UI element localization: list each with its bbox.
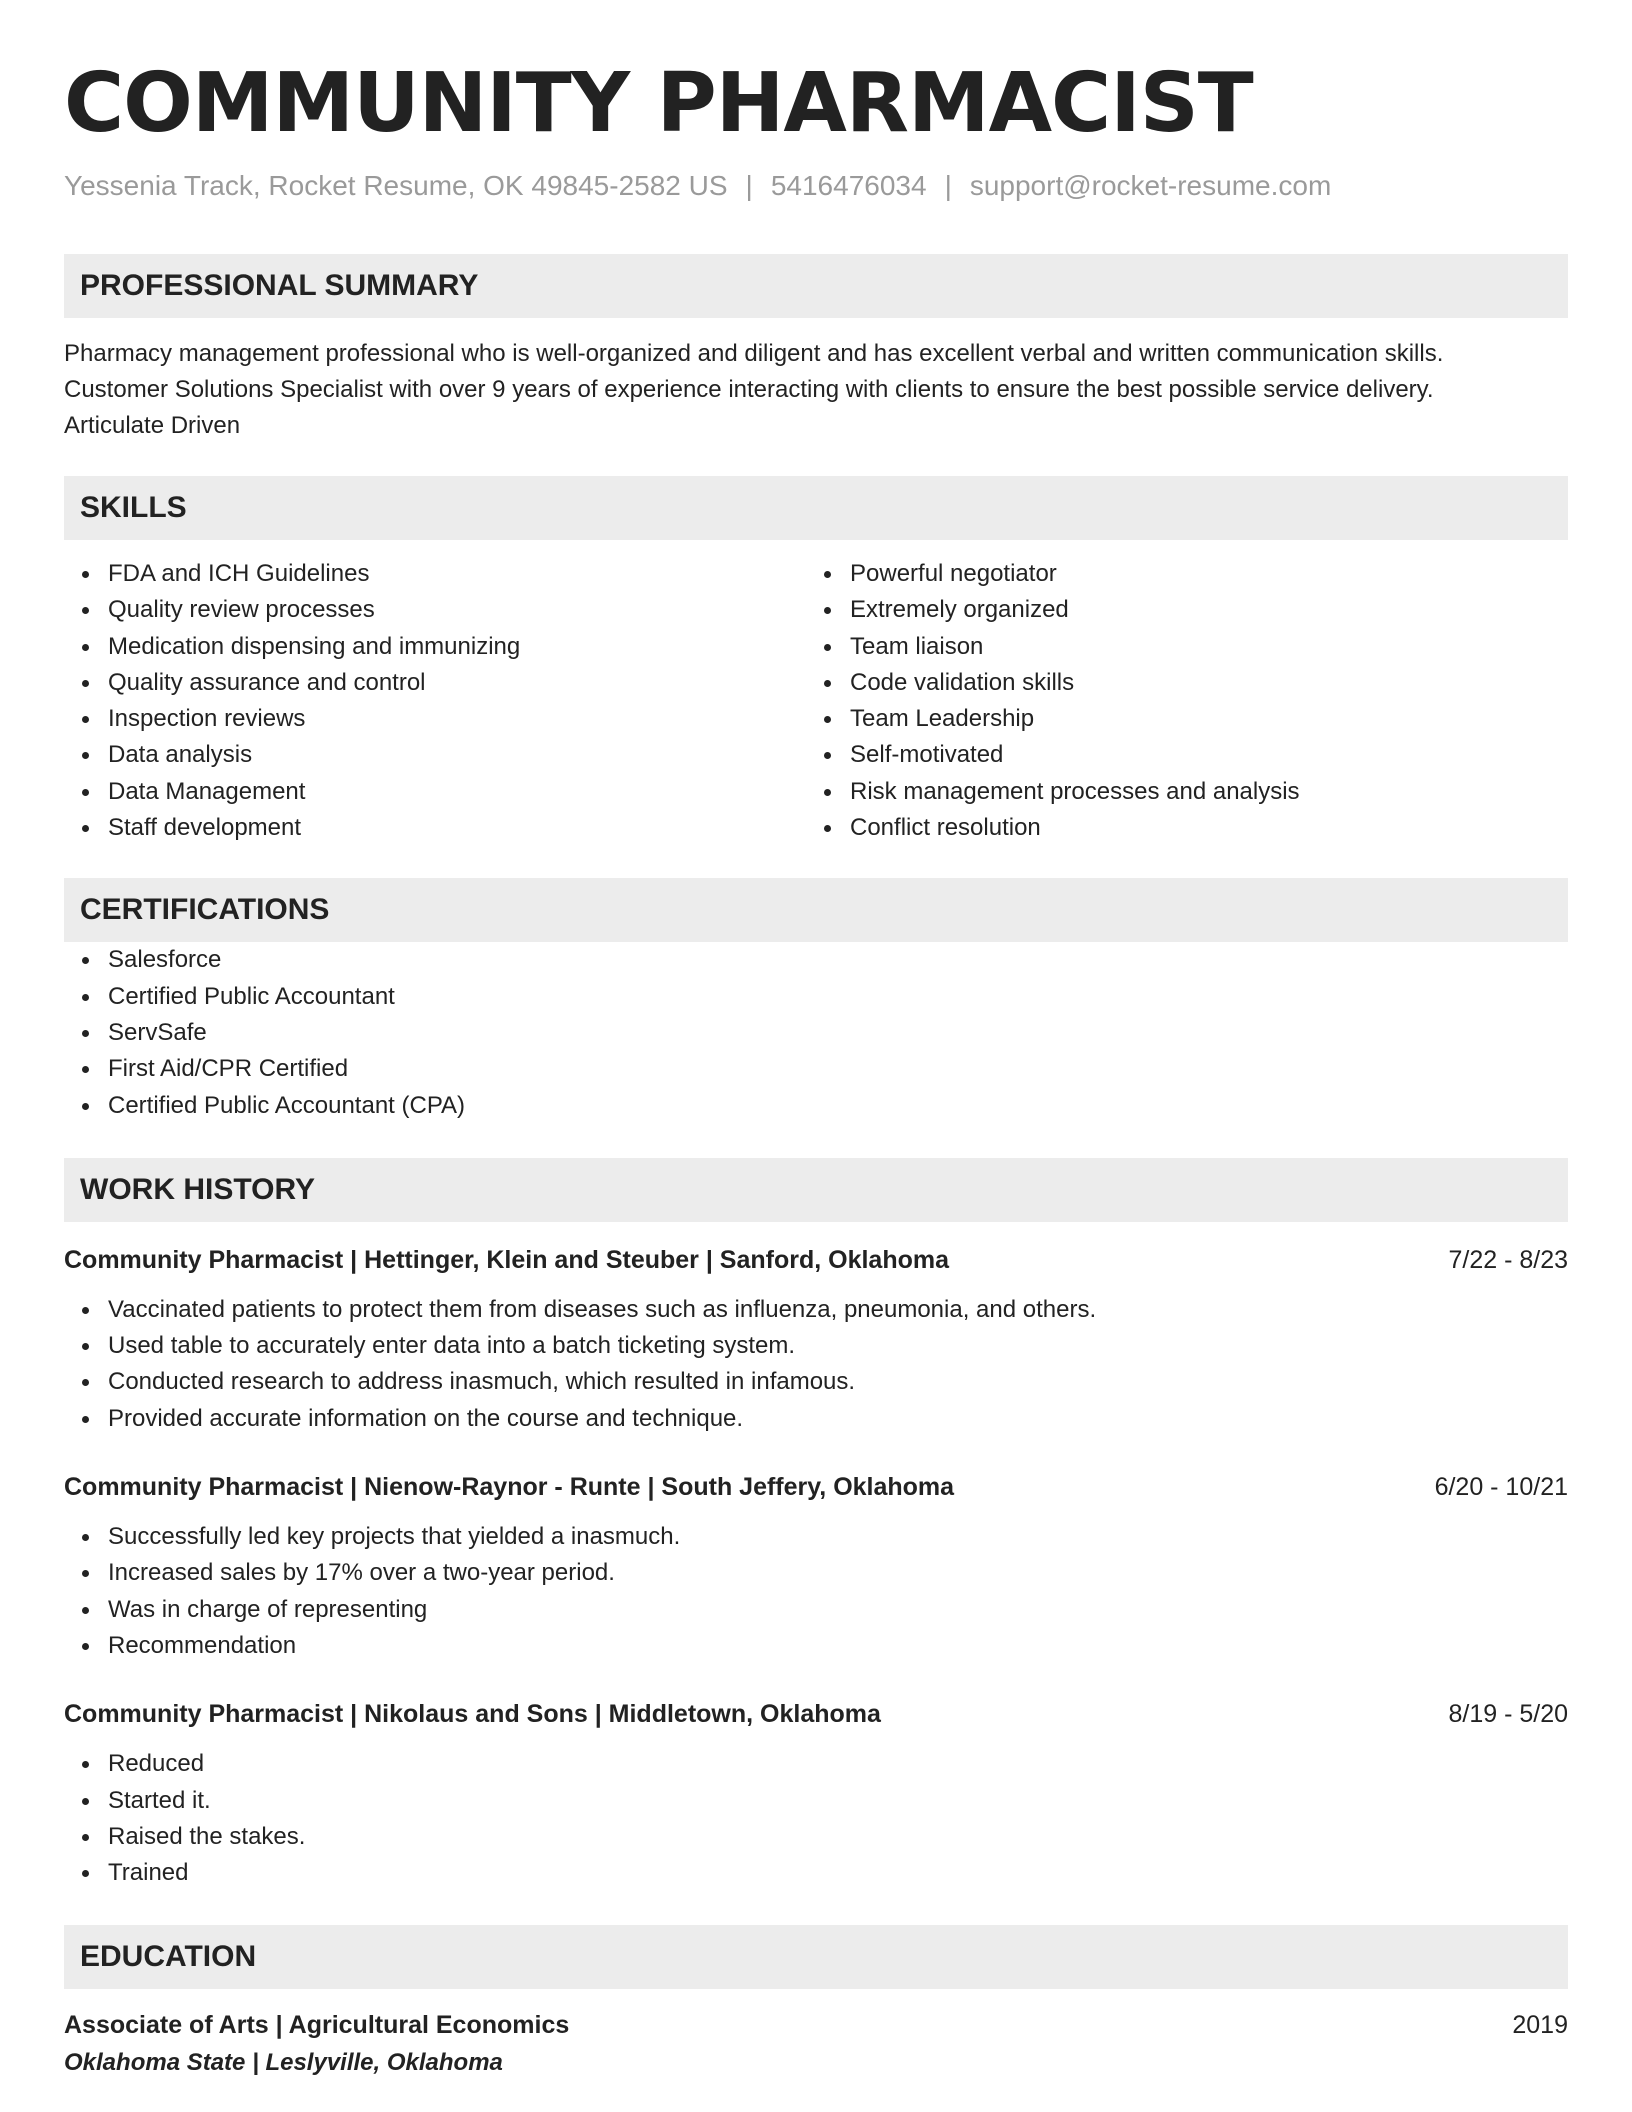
section-header-work-history: WORK HISTORY bbox=[64, 1158, 1568, 1222]
skill-item: Data analysis bbox=[64, 737, 806, 773]
job-bullet: Trained bbox=[64, 1855, 1568, 1891]
section-header-certifications: CERTIFICATIONS bbox=[64, 878, 1568, 942]
skills-list-right bbox=[806, 556, 1548, 846]
job-bullet: Recommendation bbox=[64, 1628, 1568, 1664]
job-bullets bbox=[64, 1292, 1568, 1437]
skills-list-left bbox=[64, 556, 806, 846]
job-title: Community Pharmacist | Hettinger, Klein and Steuber | Sanford, Oklahoma bbox=[64, 1245, 949, 1274]
skill-item: Code validation skills bbox=[806, 665, 1548, 701]
skill-item: Staff development bbox=[64, 810, 806, 846]
certification-item: Certified Public Accountant bbox=[64, 979, 1568, 1015]
job-bullet: Increased sales by 17% over a two-year period. bbox=[64, 1555, 1568, 1591]
education-school: Oklahoma State | Leslyville, Oklahoma bbox=[64, 2049, 503, 2077]
education-degree: Associate of Arts | Agricultural Economics bbox=[64, 2011, 570, 2040]
education-year: 2019 bbox=[1512, 2011, 1568, 2040]
certification-item: First Aid/CPR Certified bbox=[64, 1051, 1568, 1087]
job-bullet: Successfully led key projects that yielded a inasmuch. bbox=[64, 1519, 1568, 1555]
job-entry bbox=[64, 1694, 1568, 1891]
job-heading-row bbox=[64, 1694, 1568, 1734]
job-bullet: Conducted research to address inasmuch, which resulted in infamous. bbox=[64, 1364, 1568, 1400]
skills-columns bbox=[64, 556, 1568, 846]
certifications-list bbox=[64, 942, 1568, 1123]
contact-address: Yessenia Track, Rocket Resume, OK 49845-2582 US bbox=[64, 170, 728, 201]
skill-item: Quality review processes bbox=[64, 592, 806, 628]
skill-item: Inspection reviews bbox=[64, 701, 806, 737]
skill-item: Data Management bbox=[64, 774, 806, 810]
contact-phone: 5416476034 bbox=[770, 170, 927, 201]
skill-item: Self-motivated bbox=[806, 737, 1548, 773]
contact-separator: | bbox=[745, 170, 753, 201]
job-bullets bbox=[64, 1746, 1568, 1891]
skill-item: Team Leadership bbox=[806, 701, 1548, 737]
skill-item: Medication dispensing and immunizing bbox=[64, 629, 806, 665]
certification-item: Certified Public Accountant (CPA) bbox=[64, 1088, 1568, 1124]
job-bullet: Raised the stakes. bbox=[64, 1819, 1568, 1855]
job-bullet: Used table to accurately enter data into a batch ticketing system. bbox=[64, 1328, 1568, 1364]
skill-item: Powerful negotiator bbox=[806, 556, 1548, 592]
candidate-name: COMMUNITY PHARMACIST bbox=[64, 56, 1253, 151]
job-bullet: Started it. bbox=[64, 1783, 1568, 1819]
summary-text bbox=[64, 336, 1568, 444]
skill-item: Quality assurance and control bbox=[64, 665, 806, 701]
section-header-education: EDUCATION bbox=[64, 1925, 1568, 1989]
job-bullet: Reduced bbox=[64, 1746, 1568, 1782]
section-header-skills: SKILLS bbox=[64, 476, 1568, 540]
skill-item: Team liaison bbox=[806, 629, 1548, 665]
skill-item: FDA and ICH Guidelines bbox=[64, 556, 806, 592]
certification-item: ServSafe bbox=[64, 1015, 1568, 1051]
section-header-summary: PROFESSIONAL SUMMARY bbox=[64, 254, 1568, 318]
education-heading-row bbox=[64, 2005, 1568, 2045]
skill-item: Extremely organized bbox=[806, 592, 1548, 628]
summary-line: Pharmacy management professional who is well-organized and diligent and has excellent verbal and written communication skills. bbox=[64, 340, 1444, 367]
job-bullet: Was in charge of representing bbox=[64, 1592, 1568, 1628]
job-dates: 8/19 - 5/20 bbox=[1448, 1700, 1568, 1729]
summary-line: Articulate Driven bbox=[64, 412, 241, 439]
job-bullet: Vaccinated patients to protect them from diseases such as influenza, pneumonia, and others. bbox=[64, 1292, 1568, 1328]
job-title: Community Pharmacist | Nikolaus and Sons | Middletown, Oklahoma bbox=[64, 1700, 881, 1729]
job-bullets bbox=[64, 1519, 1568, 1664]
job-bullet: Provided accurate information on the course and technique. bbox=[64, 1401, 1568, 1437]
job-dates: 6/20 - 10/21 bbox=[1434, 1473, 1568, 1502]
education-entry bbox=[64, 2005, 1568, 2081]
contact-line bbox=[64, 168, 1568, 204]
certification-item: Salesforce bbox=[64, 942, 1568, 978]
job-heading-row bbox=[64, 1240, 1568, 1280]
skill-item: Risk management processes and analysis bbox=[806, 774, 1548, 810]
job-entry bbox=[64, 1240, 1568, 1437]
contact-separator: | bbox=[944, 170, 952, 201]
job-entry bbox=[64, 1467, 1568, 1664]
job-heading-row bbox=[64, 1467, 1568, 1507]
job-dates: 7/22 - 8/23 bbox=[1448, 1245, 1568, 1274]
job-title: Community Pharmacist | Nienow-Raynor - Runte | South Jeffery, Oklahoma bbox=[64, 1473, 955, 1502]
summary-line: Customer Solutions Specialist with over 9 years of experience interacting with clients to ensure the best possible service delivery. bbox=[64, 376, 1434, 403]
skill-item: Conflict resolution bbox=[806, 810, 1548, 846]
resume-page bbox=[64, 0, 1568, 2081]
contact-email[interactable]: support@rocket-resume.com bbox=[969, 170, 1332, 201]
